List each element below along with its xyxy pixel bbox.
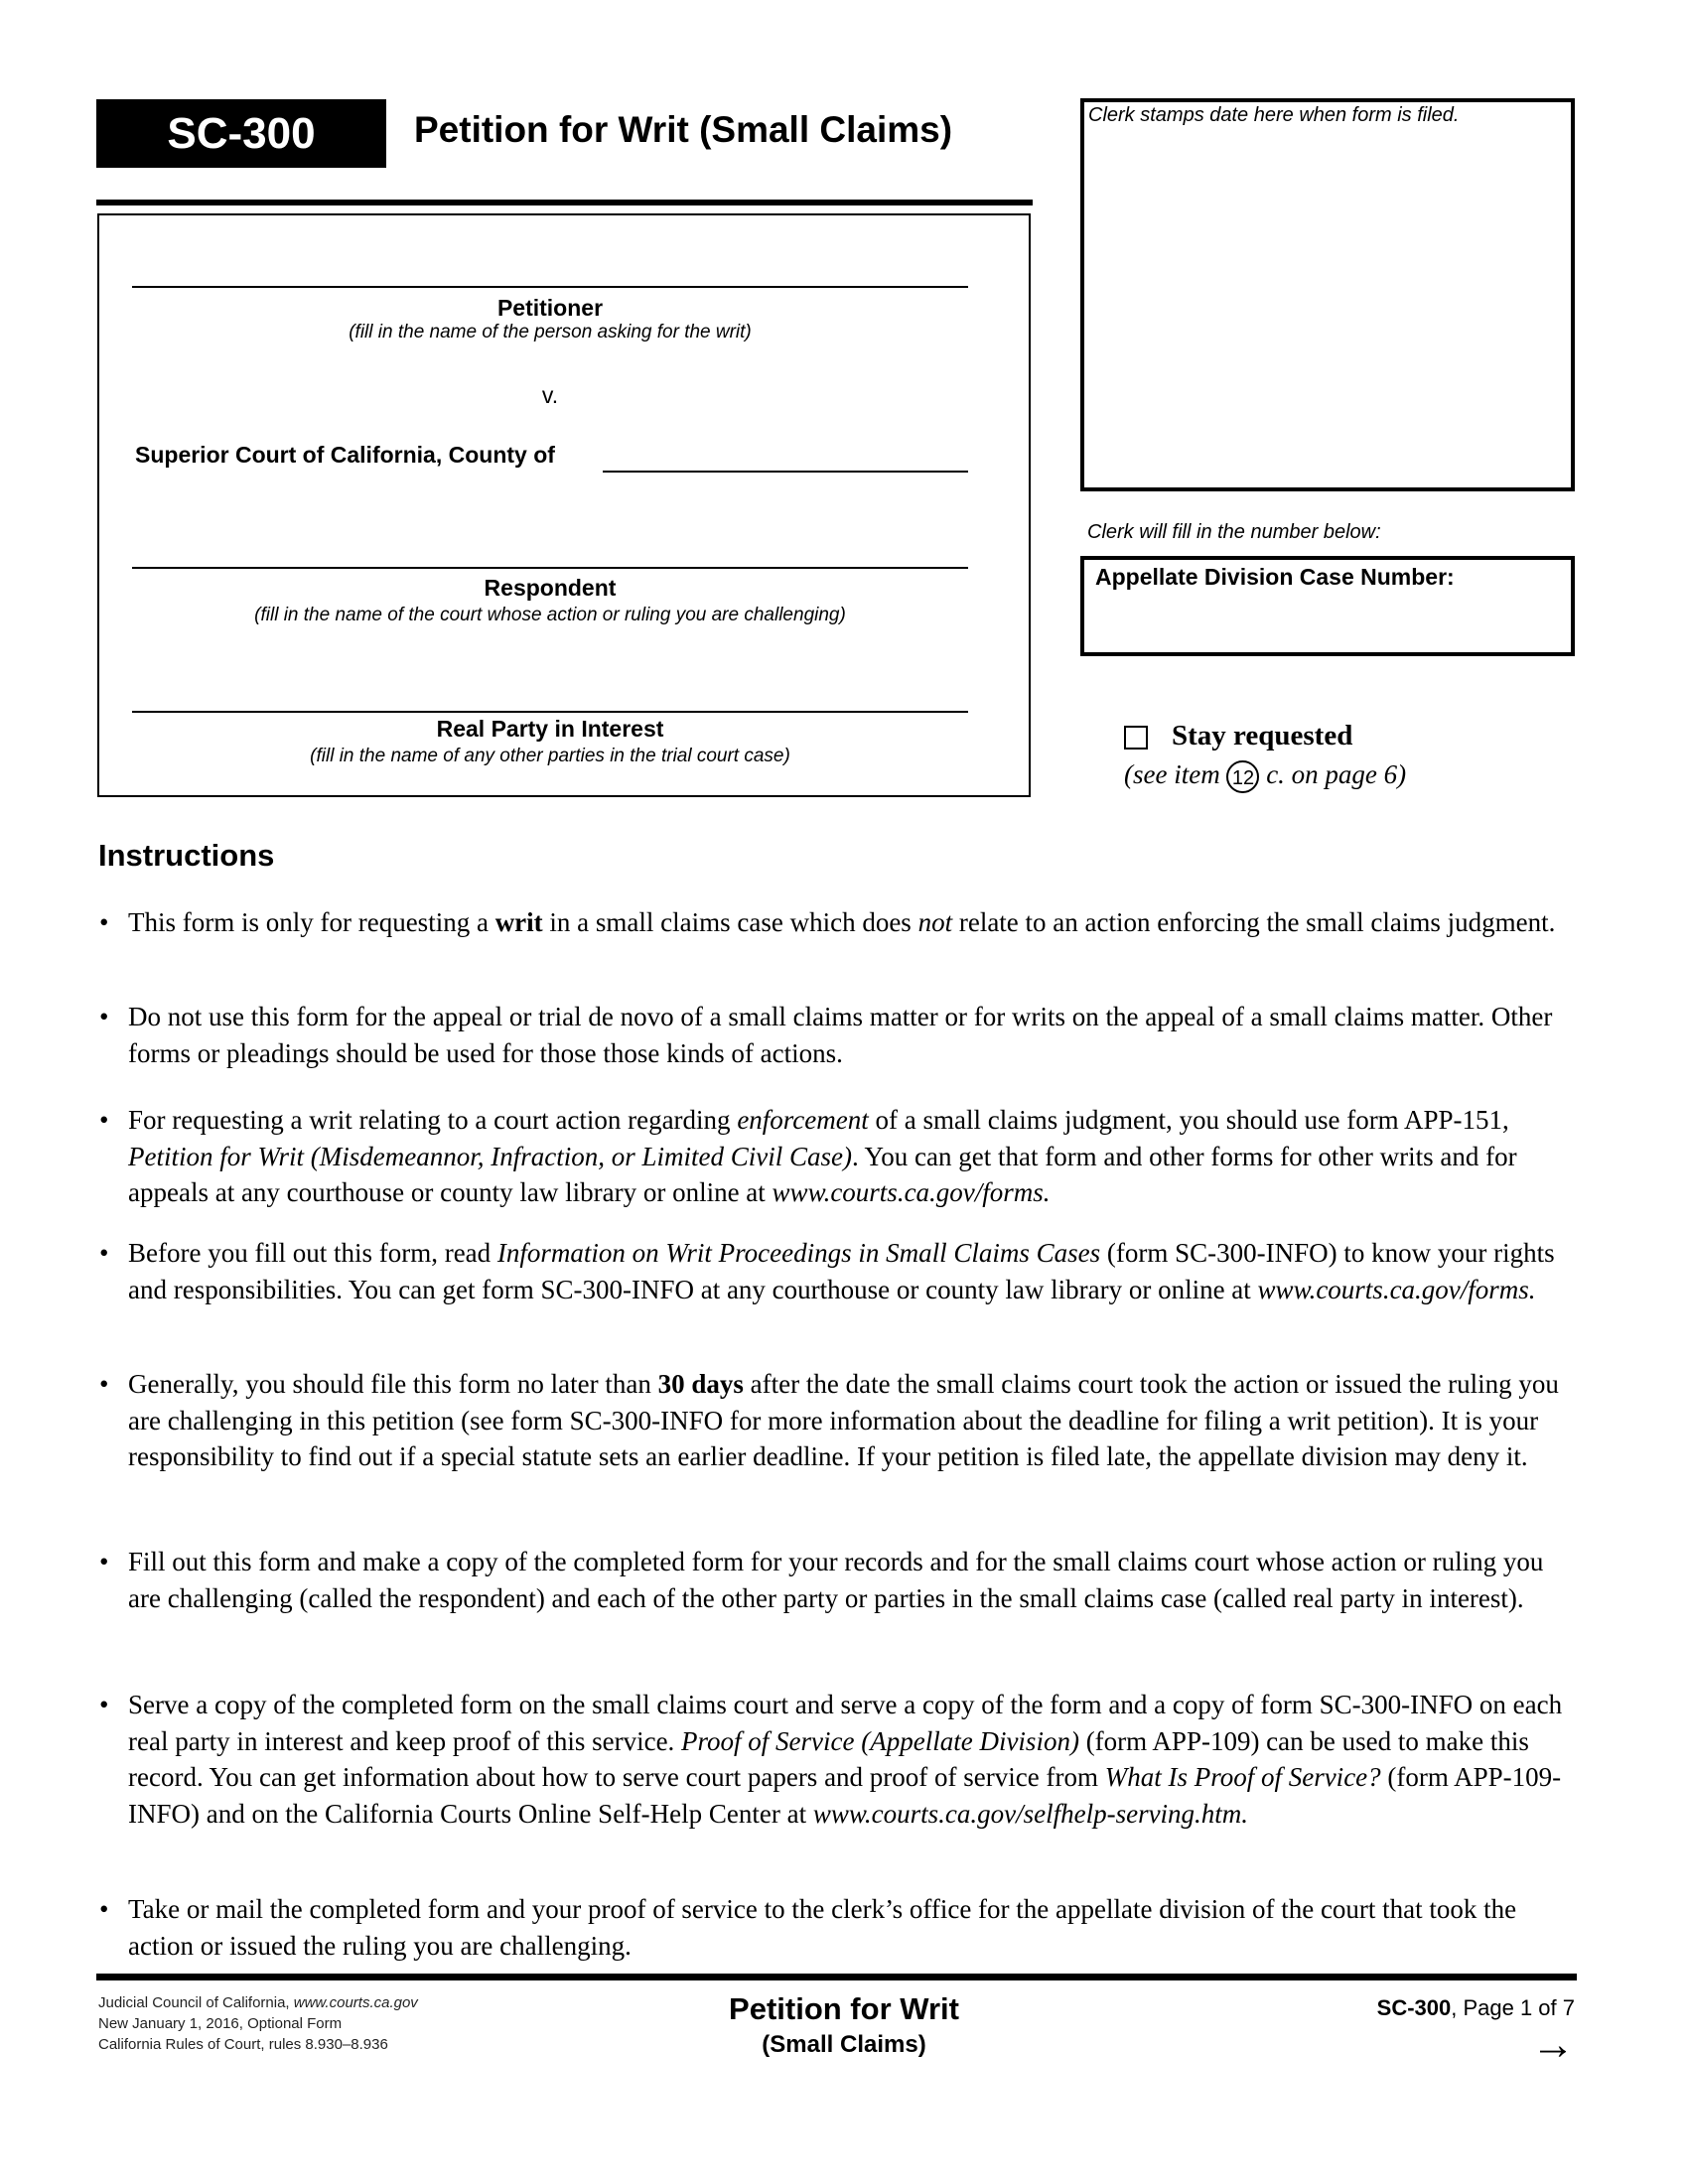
bullet-icon: • [99, 1105, 109, 1135]
stay-see-item: (see item [1124, 759, 1220, 789]
footer-title-sub: (Small Claims) [762, 2031, 926, 2058]
instruction-text [128, 1687, 1569, 1832]
real-party-label: Real Party in Interest [436, 716, 664, 742]
footer-page-number: , Page 1 of 7 [1451, 1995, 1575, 2020]
footer-form-id: SC-300 [1376, 1995, 1452, 2020]
case-number-label: Appellate Division Case Number: [1095, 564, 1455, 590]
footer-page-info [1241, 1995, 1575, 2069]
footer-website-link[interactable]: www.courts.ca.gov [293, 1994, 418, 2011]
clerk-stamp-text: Clerk stamps date here when form is filed. [1088, 104, 1460, 126]
stay-requested-label: Stay requested [1172, 720, 1353, 751]
instruction-text [128, 1102, 1569, 1211]
respondent-field[interactable] [132, 567, 968, 569]
petitioner-label: Petitioner [496, 295, 604, 321]
petitioner-field[interactable] [132, 286, 968, 288]
instruction-text [128, 1544, 1569, 1616]
instructions-heading: Instructions [98, 838, 275, 873]
footer-title [635, 1991, 1053, 2059]
stay-page-ref: c. on page 6) [1266, 759, 1407, 789]
footer-title-main: Petition for Writ [729, 1991, 959, 2026]
versus-label: v. [541, 382, 559, 408]
text-segment: (form APP-109) can be used to make this record. You can get information about how to serve court papers and proof of service from [128, 1725, 1529, 1792]
text-segment: www.courts.ca.gov/forms. [772, 1177, 1051, 1207]
text-segment: enforcement [737, 1105, 869, 1135]
bullet-icon: • [99, 1547, 109, 1576]
instruction-bullet [99, 1544, 1569, 1616]
instruction-text [128, 904, 1569, 941]
text-segment: Proof of Service (Appellate Division) [681, 1725, 1079, 1756]
bullet-icon: • [99, 907, 109, 937]
text-segment: Take or mail the completed form and your proof of service to the clerk’s office for the appellate division of the court that took the action or issued the ruling you are challenging. [128, 1894, 1517, 1961]
header-rule [96, 200, 1033, 205]
clerk-stamp-box [1080, 98, 1575, 491]
text-segment: (form APP-109-INFO) and on the California Courts Online Self-Help Center at [128, 1762, 1562, 1829]
bullet-icon: • [99, 1238, 109, 1268]
text-segment: Petition for Writ (Misdemeannor, Infraction, or Limited Civil Case) [128, 1141, 852, 1171]
text-segment: not [917, 907, 953, 937]
text-segment: This form is only for requesting a [128, 907, 495, 937]
form-id-badge: SC-300 [96, 99, 386, 168]
instruction-bullet [99, 1687, 1569, 1832]
instruction-text [128, 1235, 1569, 1307]
text-segment: (form SC-300-INFO) to know your rights and responsibilities. You can get form SC-300-INFO at any courthouse or county law library or online at [128, 1238, 1555, 1304]
footer-rule [96, 1974, 1577, 1980]
real-party-hint: (fill in the name of any other parties in the trial court case) [310, 746, 790, 766]
text-segment: Generally, you should file this form no later than [128, 1369, 658, 1399]
county-field[interactable] [603, 471, 968, 473]
next-page-arrow-icon[interactable]: → [1531, 2020, 1575, 2069]
case-number-box [1080, 556, 1575, 656]
instruction-bullet [99, 904, 1569, 941]
text-segment: . You can get that form and other forms for other writs and for appeals at any courthouse or county law library or online at [128, 1141, 1517, 1207]
text-segment: after the date the small claims court took the action or issued the ruling you are challenging in this petition (see form SC-300-INFO for more information about the deadline for filing a writ petition). It is your responsibility to find out if a special statute sets an earlier deadline. If your petition is filed late, the appellate division may deny it. [128, 1369, 1559, 1471]
item-number-circle: 12 [1226, 760, 1259, 793]
text-segment: www.courts.ca.gov/selfhelp-serving.htm. [812, 1798, 1249, 1829]
respondent-hint: (fill in the name of the court whose action or ruling you are challenging) [254, 605, 846, 625]
text-segment: of a small claims judgment, you should use form APP-151, [868, 1105, 1509, 1135]
form-title: Petition for Writ (Small Claims) [414, 109, 953, 150]
respondent-label: Respondent [484, 575, 617, 601]
instruction-bullet [99, 1891, 1569, 1964]
footer-publisher: Judicial Council of California, [98, 1994, 294, 2011]
text-segment: For requesting a writ relating to a court action regarding [128, 1105, 738, 1135]
bullet-icon: • [99, 1690, 109, 1719]
bullet-icon: • [99, 1894, 109, 1924]
text-segment: 30 days [657, 1369, 744, 1399]
stay-requested-checkbox[interactable] [1124, 726, 1148, 750]
instruction-bullet [99, 1366, 1569, 1475]
footer-info [98, 1992, 418, 2055]
text-segment: Do not use this form for the appeal or trial de novo of a small claims matter or for writs on the appeal of a small claims matter. Other forms or pleadings should be used for those those kinds of actions. [128, 1002, 1553, 1068]
footer-revision: New January 1, 2016, Optional Form [98, 2015, 343, 2032]
bullet-icon: • [99, 1002, 109, 1031]
text-segment: in a small claims case which does [542, 907, 918, 937]
instruction-text [128, 1366, 1569, 1475]
instruction-text [128, 1891, 1569, 1964]
stay-reference [1124, 759, 1406, 793]
clerk-number-note: Clerk will fill in the number below: [1087, 521, 1381, 543]
text-segment: Serve a copy of the completed form on the small claims court and serve a copy of the form and a copy of form SC-300-INFO on each real party in interest and keep proof of this service. [128, 1690, 1563, 1756]
bullet-icon: • [99, 1369, 109, 1399]
petitioner-hint: (fill in the name of the person asking for the writ) [349, 322, 752, 342]
text-segment: What Is Proof of Service? [1104, 1762, 1381, 1792]
instruction-bullet [99, 1235, 1569, 1307]
text-segment: Before you fill out this form, read [128, 1238, 497, 1268]
instruction-text [128, 999, 1569, 1071]
instruction-bullet [99, 1102, 1569, 1211]
text-segment: writ [494, 907, 543, 937]
instruction-bullet [99, 999, 1569, 1071]
text-segment: www.courts.ca.gov/forms. [1257, 1274, 1536, 1304]
footer-rules: California Rules of Court, rules 8.930–8.936 [98, 2036, 388, 2053]
text-segment: relate to an action enforcing the small claims judgment. [952, 907, 1556, 937]
text-segment: Fill out this form and make a copy of the completed form for your records and for the small claims court whose action or ruling you are challenging (called the respondent) and each of the other party or parties in the small claims case (called real party in interest). [128, 1547, 1544, 1613]
real-party-field[interactable] [132, 711, 968, 713]
county-label: Superior Court of California, County of [135, 442, 555, 468]
text-segment: Information on Writ Proceedings in Small Claims Cases [496, 1238, 1101, 1268]
